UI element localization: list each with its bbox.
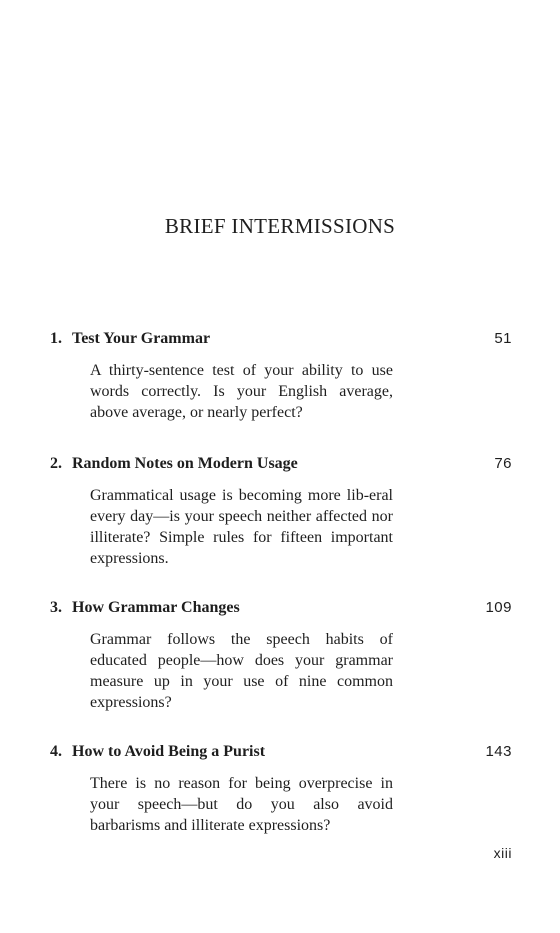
- toc-entry-4: [50, 741, 512, 836]
- entry-page-number: 143: [485, 743, 512, 760]
- entry-title[interactable]: [50, 328, 210, 350]
- entry-heading: [50, 597, 512, 619]
- entry-description: Grammar follows the speech habits of educated people—how does your grammar measure up in your use of nine common expressions?: [90, 631, 393, 711]
- page-title: BRIEF INTERMISSIONS: [164, 214, 396, 239]
- entry-title-text: How to Avoid Being a Purist: [72, 743, 266, 760]
- toc-entry-2: [50, 453, 512, 569]
- entry-description: A thirty-sentence test of your ability to use words correctly. Is your English average, above average, or nearly perfect?: [90, 362, 393, 421]
- entry-heading: [50, 453, 512, 475]
- entry-title-text: Random Notes on Modern Usage: [72, 455, 298, 472]
- entry-number: 4.: [50, 743, 62, 760]
- entry-title-text: How Grammar Changes: [72, 599, 240, 616]
- entry-title[interactable]: [50, 597, 240, 619]
- entry-title[interactable]: [50, 453, 298, 475]
- toc-entry-3: [50, 597, 512, 713]
- entry-title[interactable]: [50, 741, 265, 763]
- entry-page-number: 51: [494, 330, 512, 347]
- entry-page-number: 109: [485, 599, 512, 616]
- toc-entry-1: [50, 328, 512, 423]
- page-folio: xiii: [493, 845, 512, 861]
- entry-description: Grammatical usage is becoming more lib-eral every day—is your speech neither affected nor illiterate? Simple rules for fifteen important expressions.: [90, 487, 393, 567]
- entry-page-number: 76: [494, 455, 512, 472]
- entry-number: 3.: [50, 599, 62, 616]
- entry-heading: [50, 741, 512, 763]
- entry-description: There is no reason for being overprecise in your speech—but do you also avoid barbarisms and illiterate expressions?: [90, 775, 393, 834]
- entry-heading: [50, 328, 512, 350]
- entry-number: 1.: [50, 330, 62, 347]
- entry-number: 2.: [50, 455, 62, 472]
- entry-title-text: Test Your Grammar: [72, 330, 211, 347]
